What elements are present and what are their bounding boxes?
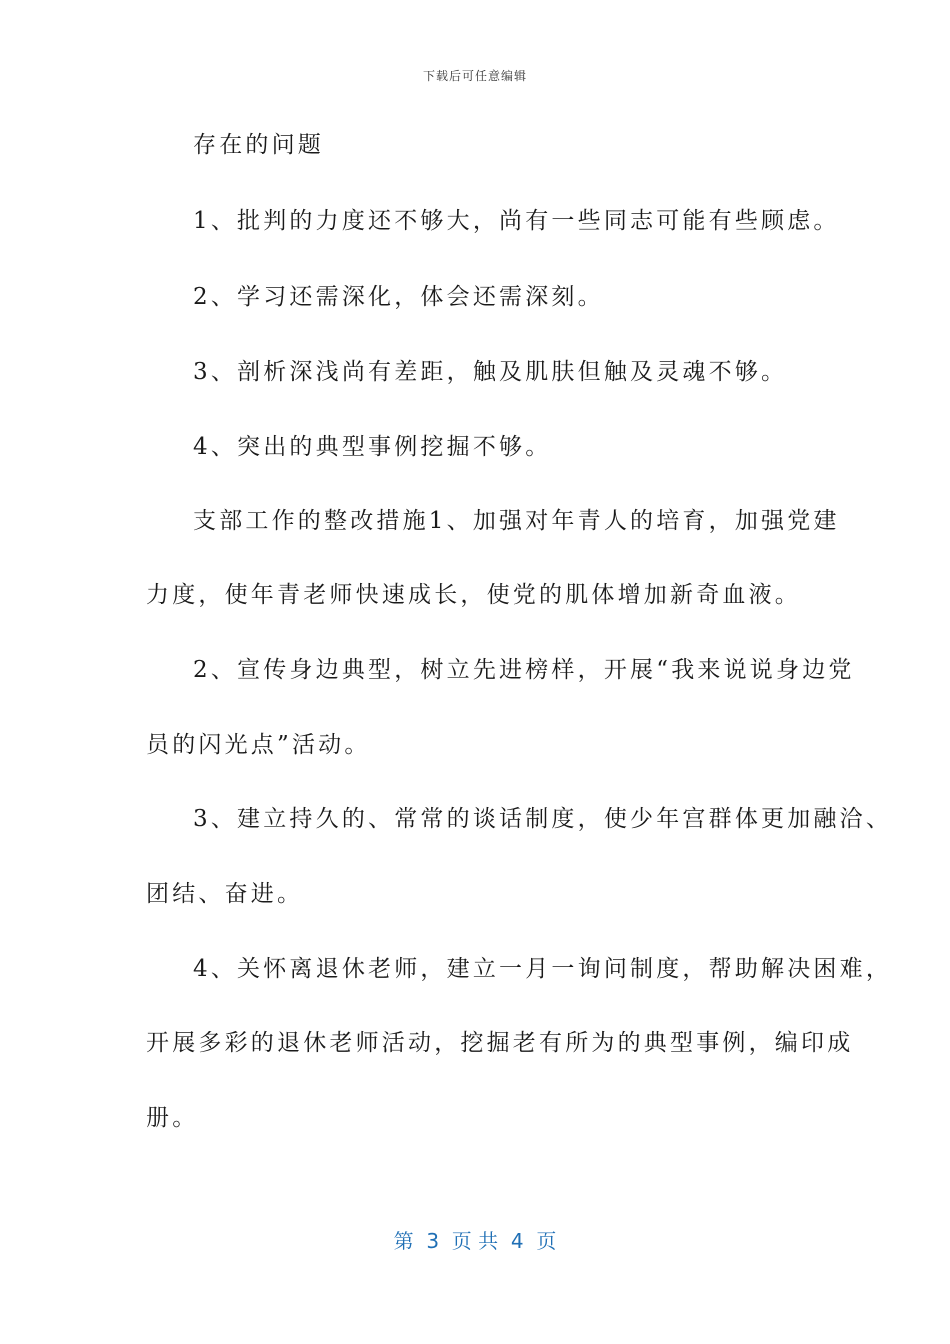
paragraph-line: 员的闪光点”活动。	[146, 732, 371, 758]
paragraph-line: 2、学习还需深化，体会还需深刻。	[193, 284, 604, 310]
paragraph-line: 3、剖析深浅尚有差距，触及肌肤但触及灵魂不够。	[193, 359, 788, 385]
paragraph-line: 4、突出的典型事例挖掘不够。	[193, 434, 552, 460]
paragraph-line: 团结、奋进。	[146, 881, 304, 907]
paragraph-line: 3、建立持久的、常常的谈话制度，使少年宫群体更加融洽、	[193, 806, 893, 832]
paragraph-line: 4、关怀离退休老师，建立一月一询问制度，帮助解决困难，	[193, 956, 893, 982]
page-number-footer: 第 3 页 共 4 页	[393, 1229, 557, 1253]
paragraph-line: 2、宣传身边典型，树立先进榜样，开展“我来说说身边党	[193, 657, 855, 683]
paragraph-line: 1、批判的力度还不够大，尚有一些同志可能有些顾虑。	[193, 208, 840, 234]
paragraph-line: 开展多彩的退休老师活动，挖掘老有所为的典型事例，编印成	[146, 1030, 854, 1056]
paragraph-line: 册。	[146, 1105, 199, 1131]
section-heading: 存在的问题	[193, 132, 324, 158]
paragraph-line: 支部工作的整改措施1、加强对年青人的培育，加强党建	[193, 508, 840, 534]
header-note: 下载后可任意编辑	[422, 69, 527, 83]
paragraph-line: 力度，使年青老师快速成长，使党的肌体增加新奇血液。	[146, 582, 801, 608]
